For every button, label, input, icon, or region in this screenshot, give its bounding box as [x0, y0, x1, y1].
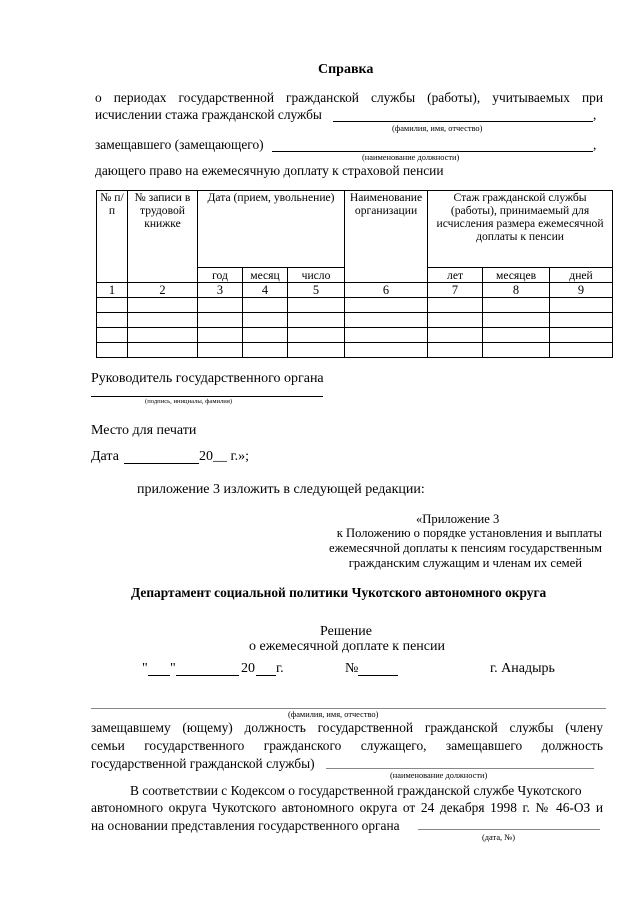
col-number: 8 — [483, 283, 550, 298]
date-year: 20 — [241, 661, 255, 676]
header-org: Наименование организации — [345, 191, 428, 283]
subheader-day: число — [288, 268, 345, 283]
date-quote-open: " — [142, 661, 148, 676]
decision-line-2: семьи государственного гражданского служащего, замещавшего должность — [91, 738, 603, 753]
col-number: 5 — [288, 283, 345, 298]
caption-signature: (подпись, инициалы, фамилия) — [145, 398, 233, 405]
decision-subtitle: о ежемесячной доплате к пенсии — [249, 639, 445, 654]
caption-position: (наименование должности) — [362, 153, 460, 162]
comma: , — [593, 107, 597, 122]
date-number-blank[interactable] — [418, 829, 600, 830]
spravka-line-1: о периодах государственной гражданской службы (работы), учитываемых при — [95, 90, 603, 105]
header-stazh: Стаж гражданской службы (работы), принимаемый для исчисления размера ежемесячной доплаты к пенсии — [428, 191, 613, 268]
header-no: № п/п — [97, 191, 128, 283]
signature-blank[interactable] — [91, 396, 323, 397]
position-blank[interactable] — [326, 768, 594, 769]
stamp-label: Место для печати — [91, 423, 197, 438]
subheader-year: год — [198, 268, 243, 283]
appendix-title: «Приложение 3 — [416, 512, 500, 526]
spravka-title: Справка — [318, 62, 374, 77]
table-header-row — [97, 191, 613, 268]
decision-para-1: В соответствии с Кодексом о государственной гражданской службе Чукотского — [130, 783, 582, 798]
year-blank[interactable] — [256, 675, 276, 676]
col-number: 7 — [428, 283, 483, 298]
table-numbers-row — [97, 283, 613, 298]
col-number: 9 — [550, 283, 613, 298]
subheader-month: месяц — [243, 268, 288, 283]
spravka-line-3: замещавшего (замещающего) — [95, 137, 264, 152]
col-number: 2 — [128, 283, 198, 298]
col-number: 6 — [345, 283, 428, 298]
subheader-months: месяцев — [483, 268, 550, 283]
spravka-line-4: дающего право на ежемесячную доплату к страховой пенсии — [95, 163, 444, 178]
position-blank[interactable] — [272, 151, 593, 152]
table-row[interactable] — [97, 343, 613, 358]
date-label: Дата — [91, 449, 119, 464]
fio-blank[interactable] — [333, 121, 593, 122]
caption-fio: (фамилия, имя, отчество) — [288, 710, 379, 719]
caption-date: (дата, №) — [482, 833, 515, 842]
col-number: 3 — [198, 283, 243, 298]
header-date: Дата (прием, увольнение) — [198, 191, 345, 268]
decision-para-2: автономного округа Чукотского автономного округа от 24 декабря 1998 г. № 46-ОЗ и — [91, 800, 603, 815]
head-label: Руководитель государственного органа — [91, 371, 324, 386]
appendix-line-1: к Положению о порядке установления и выплаты — [336, 526, 602, 540]
appendix-line-3: гражданским служащим и членам их семей — [348, 556, 582, 570]
table-row[interactable] — [97, 298, 613, 313]
col-number: 1 — [97, 283, 128, 298]
day-blank[interactable] — [148, 675, 170, 676]
number-sign: № — [345, 661, 359, 676]
decision-line-3: государственной гражданской службы) — [91, 756, 315, 771]
decision-title: Решение — [320, 624, 373, 639]
decision-para-3: на основании представления государственного органа — [91, 818, 400, 833]
caption-position: (наименование должности) — [390, 771, 488, 780]
amendment-text: приложение 3 изложить в следующей редакции: — [137, 482, 425, 497]
appendix-line-2: ежемесячной доплаты к пенсиям государственным — [328, 541, 602, 555]
table-row[interactable] — [97, 328, 613, 343]
fio-blank[interactable] — [91, 708, 606, 709]
city: г. Анадырь — [490, 661, 555, 676]
table-row[interactable] — [97, 313, 613, 328]
subheader-years: лет — [428, 268, 483, 283]
caption-fio: (фамилия, имя, отчество) — [392, 124, 483, 133]
col-number: 4 — [243, 283, 288, 298]
periods-table — [96, 190, 613, 358]
comma: , — [593, 137, 597, 152]
date-g: г. — [276, 661, 284, 676]
date-blank[interactable] — [124, 463, 199, 464]
date-quote-close: " — [170, 661, 176, 676]
spravka-line-2: исчислении стажа гражданской службы — [95, 107, 322, 122]
number-blank[interactable] — [358, 675, 398, 676]
department-title: Департамент социальной политики Чукотского автономного округа — [131, 585, 547, 600]
month-blank[interactable] — [176, 675, 239, 676]
header-record: № записи в трудовой книжке — [128, 191, 198, 283]
date-year: 20__ г.»; — [199, 449, 250, 464]
decision-line-1: замещавшему (ющему) должность государственной гражданской службы (члену — [91, 720, 603, 735]
subheader-days: дней — [550, 268, 613, 283]
